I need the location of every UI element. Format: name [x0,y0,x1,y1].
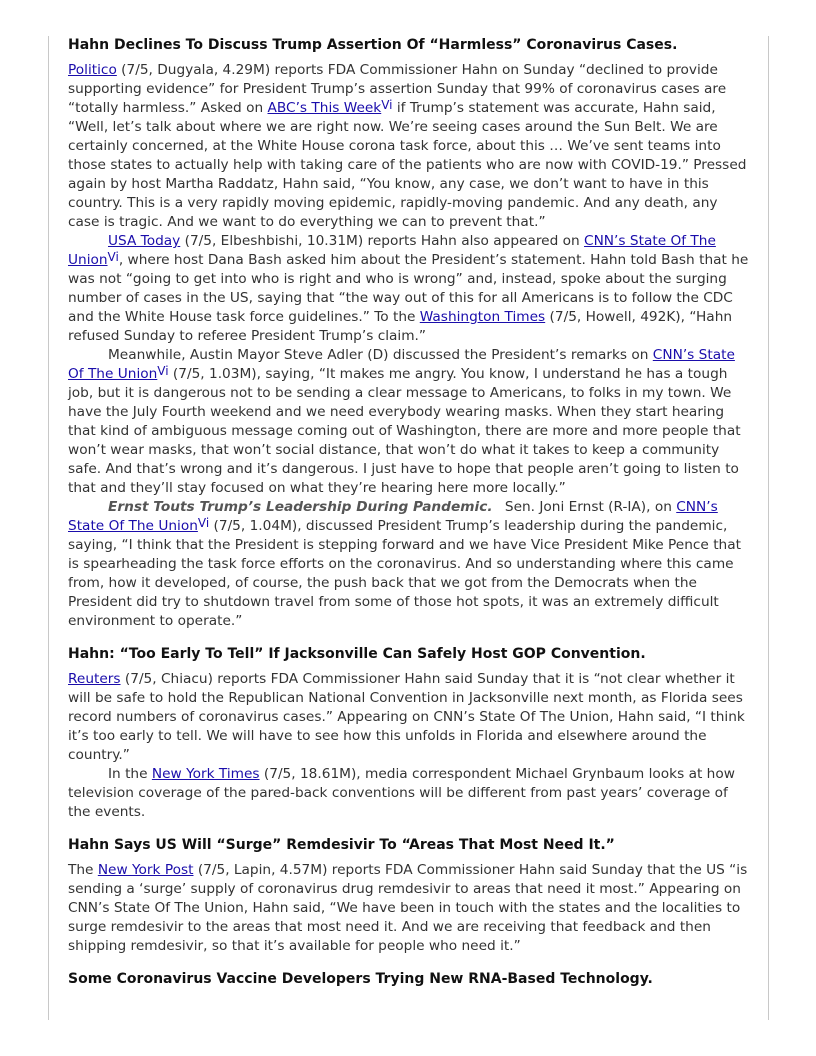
left-margin-rule [48,36,49,1020]
politico-link[interactable]: Politico [68,62,117,78]
subheading-ernst: Ernst Touts Trump’s Leadership During Pandemic. [108,499,493,515]
paragraph: Reuters (7/5, Chiacu) reports FDA Commissioner Hahn said Sunday that it is “not clear whether it will be safe to hold the Republican National Convention in Jacksonville next month, as Florida sees record numbers of coronavirus cases.” Appearing on CNN’s State Of The Union, Hahn said, “I think it’s too early to tell. We will have to see how this unfolds in Florida and elsewhere around the country.” [68,671,745,763]
video-icon[interactable]: Vi [381,98,393,112]
headline-rna-vaccine: Some Coronavirus Vaccine Developers Trying New RNA-Based Technology. [68,971,653,987]
cnn-state-of-the-union-link[interactable]: CNN’s State Of The Union [68,499,718,534]
video-icon[interactable]: Vi [157,364,169,378]
paragraph: Politico (7/5, Dugyala, 4.29M) reports FDA Commissioner Hahn on Sunday “declined to provide supporting evidence” for President Trump’s assertion Sunday that 99% of coronavirus cases are “totally harmless.” Asked on ABC’s This Week$^{Vi}$ if Trump’s statement was accurate, Hahn said, “Well, let’s talk about where we are right now. We’re seeing cases around the Sun Belt. We are certainly concerned, at the White House corona task force, about this … We’ve sent teams into those states to actually help with taking care of the patients who are now with COVID-19.” Pressed again by host Martha Raddatz, Hahn said, “You know, any case, we don’t want to have in this country. This is a very rapidly moving epidemic, rapidly-moving pandemic. And any death, any case is tragic. And we want to do everything we can to prevent that.” [68,62,747,230]
abc-this-week-link[interactable]: ABC’s This Week [267,100,382,116]
paragraph: USA Today (7/5, Elbeshbishi, 10.31M) reports Hahn also appeared on CNN’s State Of The Union$^{Vi}$, where host Dana Bash asked him about the President’s statement. Hahn told Bash that he was not “going to get into who is right and who is wrong” and, instead, spoke about the surging number of cases in the US, saying that “the way out of this for all Americans is to follow the CDC and the White House task force guidelines.” To the Washington Times (7/5, Howell, 492K), “Hahn refused Sunday to referee President Trump’s claim.” [68,233,749,344]
reuters-link[interactable]: Reuters [68,671,121,687]
washington-times-link[interactable]: Washington Times [419,309,546,325]
paragraph: In the New York Times (7/5, 18.61M), media correspondent Michael Grynbaum looks at how television coverage of the pared-back conventions will be different from past years’ coverage of the events. [68,766,735,820]
paragraph: Meanwhile, Austin Mayor Steve Adler (D) discussed the President’s remarks on CNN’s State Of The Union$^{Vi}$ (7/5, 1.03M), saying, “It makes me angry. You know, I understand he has a tough job, but it is dangerous not to be sending a clear message to Americans, to folks in my town. We have the July Fourth weekend and we need everybody wearing masks. When they start hearing that kind of ambiguous message coming out of Washington, there are more and more people that won’t wear masks, that won’t social distance, that won’t do what it takes to keep a community safe. And that’s wrong and it’s dangerous. I just have to hope that people aren’t going to listen to that and they’ll stay focused on what they’re hearing here more locally.” [68,347,741,496]
headline-hahn-declines: Hahn Declines To Discuss Trump Assertion Of “Harmless” Coronavirus Cases. [68,37,678,53]
new-york-times-link[interactable]: New York Times [151,766,260,782]
headline-remdesivir-surge: Hahn Says US Will “Surge” Remdesivir To “Areas That Most Need It.” [68,837,615,853]
new-york-post-link[interactable]: New York Post [97,862,194,878]
right-margin-rule [768,36,769,1020]
video-icon[interactable]: Vi [197,516,210,530]
cnn-state-of-the-union-link[interactable]: CNN’s State Of The Union [68,233,716,268]
usa-today-link[interactable]: USA Today [108,233,181,249]
video-icon[interactable]: Vi [107,250,119,264]
headline-too-early-to-tell: Hahn: “Too Early To Tell” If Jacksonville Can Safely Host GOP Convention. [68,646,646,662]
paragraph: Ernst Touts Trump’s Leadership During Pandemic. Sen. Joni Ernst (R-IA), on CNN’s State Of The Union$^{Vi}$ (7/5, 1.04M), discussed President Trump’s leadership during the pandemic, saying, “I think that the President is stepping forward and we have Vice President Mike Pence that is spearheading the task force efforts on the coronavirus. And so understanding where this came from, how it developed, of course, the push back that we got from the Democrats when the President did try to shutdown travel from some of those hot spots, it was an extremely difficult environment to operate.” [68,499,741,629]
cnn-state-of-the-union-link[interactable]: CNN’s State Of The Union [68,347,735,382]
document-body [68,34,750,995]
paragraph: The New York Post (7/5, Lapin, 4.57M) reports FDA Commissioner Hahn said Sunday that the US “is sending a ‘surge’ supply of coronavirus drug remdesivir to areas that need it most.” Appearing on CNN’s State Of The Union, Hahn said, “We have been in touch with the states and the localities to surge remdesivir to the areas that most need it. And we are receiving that feedback and then shipping remdesivir, so that it’s available for people who need it.” [68,862,748,954]
